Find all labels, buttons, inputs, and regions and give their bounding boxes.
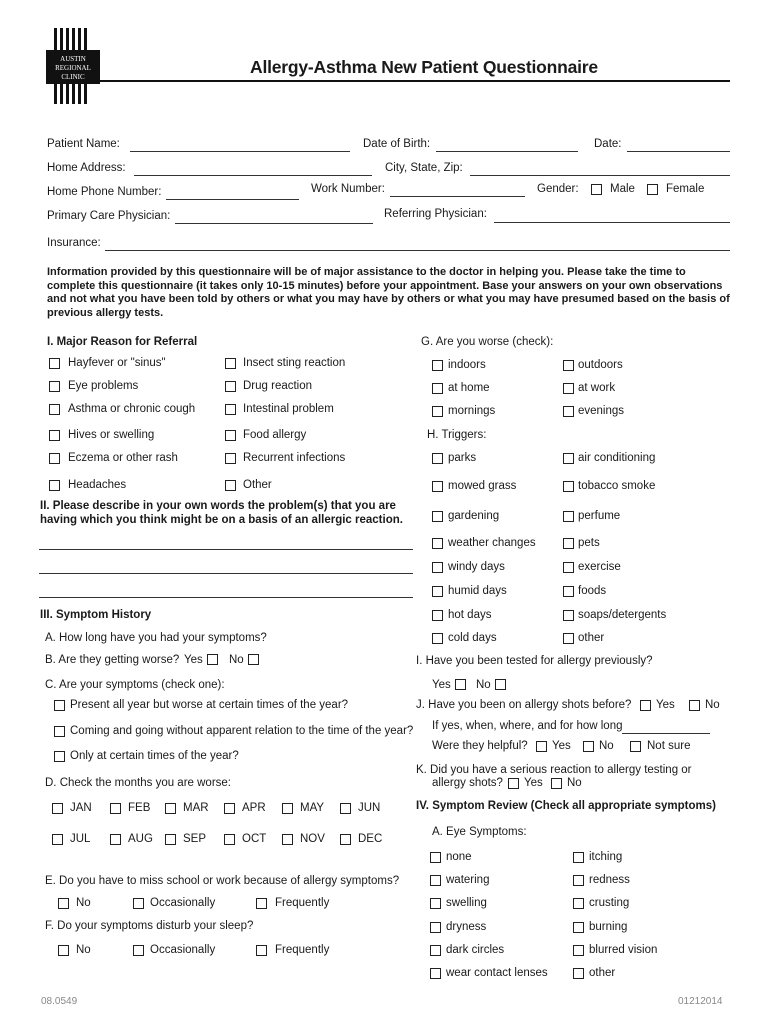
pattern-checkbox[interactable] — [54, 700, 65, 711]
helpful-no-label: No — [599, 740, 614, 752]
eye-symptom-checkbox[interactable] — [573, 922, 584, 933]
trigger-label: hot days — [448, 609, 492, 621]
male-checkbox[interactable] — [591, 184, 602, 195]
eye-symptom-checkbox[interactable] — [573, 968, 584, 979]
helpful-notsure-checkbox[interactable] — [630, 741, 641, 752]
month-label: APR — [242, 802, 266, 814]
section-3-title: III. Symptom History — [40, 609, 152, 621]
worse-when-label: evenings — [578, 405, 625, 417]
question-i: I. Have you been tested for allergy previously? — [416, 655, 653, 667]
eye-symptom-checkbox[interactable] — [573, 875, 584, 886]
patient-name-field[interactable] — [130, 151, 350, 152]
question-g: G. Are you worse (check): — [421, 336, 554, 348]
question-k-cont: allergy shots? — [432, 777, 503, 789]
worse-when-label: at home — [448, 382, 490, 394]
eye-symptom-checkbox[interactable] — [430, 922, 441, 933]
month-label: AUG — [128, 833, 153, 845]
eye-symptom-label: watering — [446, 874, 490, 886]
trigger-label: cold days — [448, 632, 497, 644]
month-label: JAN — [70, 802, 92, 814]
problem-description-line[interactable] — [39, 573, 413, 574]
trigger-checkbox[interactable] — [563, 586, 574, 597]
eye-symptom-checkbox[interactable] — [430, 898, 441, 909]
reason-checkbox[interactable] — [225, 381, 236, 392]
male-label: Male — [610, 183, 635, 195]
eye-symptom-label: dryness — [446, 921, 487, 933]
month-label: NOV — [300, 833, 325, 845]
question-h: H. Triggers: — [427, 429, 487, 441]
city-label: City, State, Zip: — [385, 162, 463, 174]
trigger-label: foods — [578, 585, 607, 597]
month-checkbox[interactable] — [52, 834, 63, 845]
month-label: DEC — [358, 833, 383, 845]
trigger-label: air conditioning — [578, 452, 656, 464]
worse-when-checkbox[interactable] — [432, 360, 443, 371]
eye-symptom-label: crusting — [589, 897, 630, 909]
trigger-label: soaps/detergents — [578, 609, 667, 621]
month-label: MAY — [300, 802, 325, 814]
tested-no-label: No — [476, 679, 491, 691]
question-j: J. Have you been on allergy shots before? — [416, 699, 632, 711]
title-rule — [100, 80, 730, 82]
worse-when-checkbox[interactable] — [432, 383, 443, 394]
worse-when-checkbox[interactable] — [432, 406, 443, 417]
shots-followup: If yes, when, where, and for how long — [432, 720, 623, 732]
eye-symptom-label: redness — [589, 874, 630, 886]
trigger-label: parks — [448, 452, 477, 464]
month-checkbox[interactable] — [224, 834, 235, 845]
freq-label: Occasionally — [150, 944, 216, 956]
gender-label: Gender: — [537, 183, 579, 195]
home-phone-field[interactable] — [166, 199, 299, 200]
address-field[interactable] — [134, 175, 372, 176]
month-checkbox[interactable] — [165, 803, 176, 814]
helpful-no-checkbox[interactable] — [583, 741, 594, 752]
pcp-field[interactable] — [175, 223, 373, 224]
eye-symptom-label: swelling — [446, 897, 487, 909]
section-4-title: IV. Symptom Review (Check all appropriate symptoms) — [416, 800, 716, 812]
month-checkbox[interactable] — [224, 803, 235, 814]
section-1-title: I. Major Reason for Referral — [47, 336, 198, 348]
eye-symptom-checkbox[interactable] — [573, 898, 584, 909]
reason-checkbox[interactable] — [225, 358, 236, 369]
trigger-label: mowed grass — [448, 480, 517, 492]
section-2-title-cont: having which you think might be on a basis of an allergic reaction. — [40, 514, 403, 526]
reason-label: Headaches — [68, 479, 127, 491]
dob-label: Date of Birth: — [363, 138, 431, 150]
reason-checkbox[interactable] — [49, 430, 60, 441]
reason-checkbox[interactable] — [49, 381, 60, 392]
trigger-checkbox[interactable] — [563, 453, 574, 464]
eye-symptom-checkbox[interactable] — [573, 945, 584, 956]
reason-checkbox[interactable] — [225, 453, 236, 464]
reason-label: Recurrent infections — [243, 452, 346, 464]
trigger-checkbox[interactable] — [432, 586, 443, 597]
trigger-checkbox[interactable] — [432, 511, 443, 522]
svg-text:CLINIC: CLINIC — [61, 73, 85, 81]
trigger-checkbox[interactable] — [563, 538, 574, 549]
intro-paragraph: Information provided by this questionnaire will be of major assistance to the doctor in helping you. Please take the time to complete this questionnaire (it takes only 10-15 minutes) before your appointment. Base your answers on your own observations and not what you have been told by others or what you may have by others or what you may have presumed based on the basis of previous allergy tests. — [47, 266, 730, 319]
miss-school-checkbox[interactable] — [133, 898, 144, 909]
reason-label: Intestinal problem — [243, 403, 334, 415]
date-field[interactable] — [627, 151, 730, 152]
shots-no-label: No — [705, 699, 720, 711]
trigger-label: pets — [578, 537, 600, 549]
reaction-yes-label: Yes — [524, 777, 543, 789]
dob-field[interactable] — [436, 151, 578, 152]
tested-no-checkbox[interactable] — [495, 679, 506, 690]
page-title: Allergy-Asthma New Patient Questionnaire — [250, 57, 598, 77]
sleep-checkbox[interactable] — [256, 945, 267, 956]
city-field[interactable] — [470, 175, 730, 176]
reason-label: Other — [243, 479, 272, 491]
shots-followup-field[interactable] — [622, 733, 710, 734]
month-checkbox[interactable] — [110, 803, 121, 814]
question-e: E. Do you have to miss school or work because of allergy symptoms? — [45, 875, 400, 887]
month-checkbox[interactable] — [282, 834, 293, 845]
question-k: K. Did you have a serious reaction to allergy testing or — [416, 764, 692, 776]
freq-label: Frequently — [275, 897, 330, 909]
helpful-yes-checkbox[interactable] — [536, 741, 547, 752]
freq-label: Frequently — [275, 944, 330, 956]
shots-no-checkbox[interactable] — [689, 700, 700, 711]
reason-label: Hives or swelling — [68, 429, 155, 441]
address-label: Home Address: — [47, 162, 126, 174]
shots-yes-checkbox[interactable] — [640, 700, 651, 711]
month-label: SEP — [183, 833, 207, 845]
reaction-no-label: No — [567, 777, 582, 789]
reason-checkbox[interactable] — [49, 453, 60, 464]
worse-no-checkbox[interactable] — [248, 654, 259, 665]
pattern-label: Present all year but worse at certain times of the year? — [70, 699, 349, 711]
trigger-label: perfume — [578, 510, 621, 522]
pattern-label: Coming and going without apparent relation to the time of the year? — [70, 725, 414, 737]
referring-field[interactable] — [494, 222, 730, 223]
question-c: C. Are your symptoms (check one): — [45, 679, 225, 691]
austin-regional-clinic-logo — [46, 28, 100, 104]
eye-symptom-label: itching — [589, 851, 623, 863]
insurance-field[interactable] — [105, 250, 730, 251]
work-field[interactable] — [390, 196, 525, 197]
month-checkbox[interactable] — [110, 834, 121, 845]
month-label: JUN — [358, 802, 381, 814]
question-b: B. Are they getting worse? — [45, 654, 180, 666]
eye-symptom-checkbox[interactable] — [430, 852, 441, 863]
eye-symptom-checkbox[interactable] — [573, 852, 584, 863]
worse-yes-label: Yes — [184, 654, 203, 666]
reaction-yes-checkbox[interactable] — [508, 778, 519, 789]
trigger-label: gardening — [448, 510, 500, 522]
trigger-checkbox[interactable] — [432, 562, 443, 573]
shots-yes-label: Yes — [656, 699, 675, 711]
pattern-label: Only at certain times of the year? — [70, 750, 239, 762]
question-a: A. How long have you had your symptoms? — [45, 632, 267, 644]
month-label: MAR — [183, 802, 209, 814]
svg-text:REGIONAL: REGIONAL — [55, 64, 91, 72]
eye-symptoms-title: A. Eye Symptoms: — [432, 826, 527, 838]
section-2-title: II. Please describe in your own words the problem(s) that you are — [40, 500, 396, 512]
trigger-checkbox[interactable] — [432, 538, 443, 549]
worse-when-checkbox[interactable] — [563, 406, 574, 417]
eye-symptom-checkbox[interactable] — [430, 945, 441, 956]
freq-label: No — [76, 944, 91, 956]
worse-when-checkbox[interactable] — [563, 383, 574, 394]
trigger-checkbox[interactable] — [432, 633, 443, 644]
reason-label: Food allergy — [243, 429, 307, 441]
miss-school-checkbox[interactable] — [256, 898, 267, 909]
reason-checkbox[interactable] — [49, 404, 60, 415]
reason-label: Insect sting reaction — [243, 357, 346, 369]
month-checkbox[interactable] — [340, 834, 351, 845]
helpful-label: Were they helpful? — [432, 740, 528, 752]
month-checkbox[interactable] — [165, 834, 176, 845]
helpful-yes-label: Yes — [552, 740, 571, 752]
worse-when-label: mornings — [448, 405, 496, 417]
revision-date: 01212014 — [678, 996, 723, 1007]
freq-label: Occasionally — [150, 897, 216, 909]
female-checkbox[interactable] — [647, 184, 658, 195]
question-d: D. Check the months you are worse: — [45, 777, 231, 789]
reason-checkbox[interactable] — [49, 480, 60, 491]
tested-yes-checkbox[interactable] — [455, 679, 466, 690]
reason-checkbox[interactable] — [225, 480, 236, 491]
patient-name-label: Patient Name: — [47, 138, 120, 150]
reason-label: Asthma or chronic cough — [68, 403, 196, 415]
reason-checkbox[interactable] — [225, 430, 236, 441]
tested-yes-label: Yes — [432, 679, 451, 691]
reason-checkbox[interactable] — [225, 404, 236, 415]
eye-symptom-label: burning — [589, 921, 628, 933]
month-checkbox[interactable] — [340, 803, 351, 814]
home-phone-label: Home Phone Number: — [47, 186, 162, 198]
trigger-label: weather changes — [448, 537, 536, 549]
pattern-checkbox[interactable] — [54, 726, 65, 737]
eye-symptom-label: other — [589, 967, 616, 979]
month-label: JUL — [70, 833, 91, 845]
reaction-no-checkbox[interactable] — [551, 778, 562, 789]
referring-label: Referring Physician: — [384, 208, 487, 220]
worse-when-checkbox[interactable] — [563, 360, 574, 371]
trigger-label: windy days — [448, 561, 505, 573]
month-label: OCT — [242, 833, 267, 845]
eye-symptom-checkbox[interactable] — [430, 875, 441, 886]
month-checkbox[interactable] — [282, 803, 293, 814]
trigger-checkbox[interactable] — [563, 481, 574, 492]
reason-label: Eczema or other rash — [68, 452, 178, 464]
worse-when-label: at work — [578, 382, 616, 394]
helpful-notsure-label: Not sure — [647, 740, 691, 752]
trigger-label: other — [578, 632, 605, 644]
eye-symptom-label: blurred vision — [589, 944, 658, 956]
trigger-label: exercise — [578, 561, 621, 573]
worse-when-label: indoors — [448, 359, 486, 371]
svg-text:AUSTIN: AUSTIN — [60, 55, 86, 63]
freq-label: No — [76, 897, 91, 909]
question-f: F. Do your symptoms disturb your sleep? — [45, 920, 254, 932]
trigger-checkbox[interactable] — [432, 481, 443, 492]
worse-when-label: outdoors — [578, 359, 623, 371]
trigger-checkbox[interactable] — [432, 610, 443, 621]
miss-school-checkbox[interactable] — [58, 898, 69, 909]
trigger-label: tobacco smoke — [578, 480, 656, 492]
worse-no-label: No — [229, 654, 244, 666]
eye-symptom-label: wear contact lenses — [446, 967, 548, 979]
female-label: Female — [666, 183, 705, 195]
trigger-checkbox[interactable] — [563, 511, 574, 522]
work-label: Work Number: — [311, 183, 385, 195]
insurance-label: Insurance: — [47, 237, 101, 249]
worse-yes-checkbox[interactable] — [207, 654, 218, 665]
reason-label: Eye problems — [68, 380, 139, 392]
form-number: 08.0549 — [41, 996, 78, 1007]
eye-symptom-label: dark circles — [446, 944, 505, 956]
eye-symptom-label: none — [446, 851, 472, 863]
reason-checkbox[interactable] — [49, 358, 60, 369]
trigger-checkbox[interactable] — [563, 610, 574, 621]
problem-description-line[interactable] — [39, 597, 413, 598]
reason-label: Hayfever or "sinus" — [68, 357, 166, 369]
trigger-checkbox[interactable] — [563, 633, 574, 644]
trigger-checkbox[interactable] — [432, 453, 443, 464]
pattern-checkbox[interactable] — [54, 751, 65, 762]
month-checkbox[interactable] — [52, 803, 63, 814]
problem-description-line[interactable] — [39, 549, 413, 550]
date-label: Date: — [594, 138, 622, 150]
pcp-label: Primary Care Physician: — [47, 210, 171, 222]
sleep-checkbox[interactable] — [133, 945, 144, 956]
sleep-checkbox[interactable] — [58, 945, 69, 956]
month-label: FEB — [128, 802, 151, 814]
trigger-checkbox[interactable] — [563, 562, 574, 573]
eye-symptom-checkbox[interactable] — [430, 968, 441, 979]
trigger-label: humid days — [448, 585, 507, 597]
reason-label: Drug reaction — [243, 380, 313, 392]
